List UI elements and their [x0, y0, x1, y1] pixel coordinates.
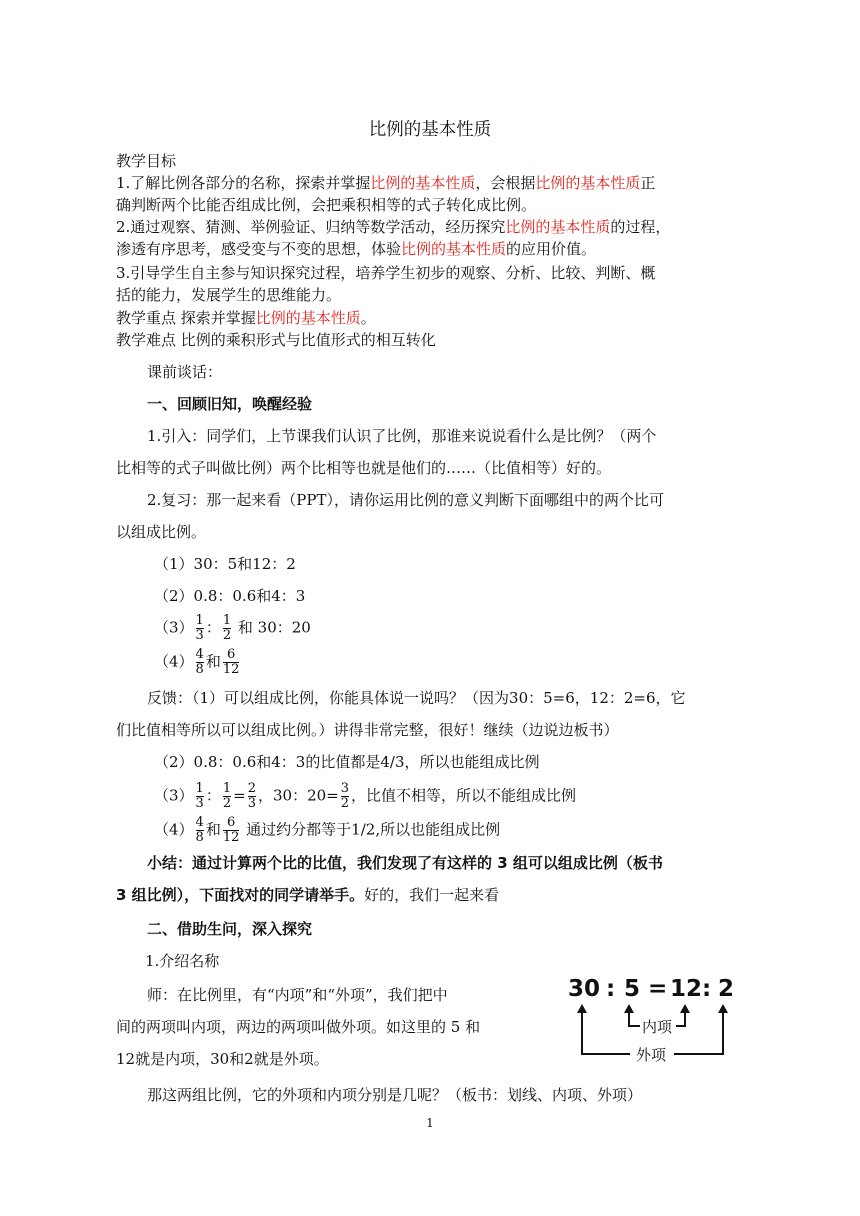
paragraph-teacher-1: 师：在比例里，有“内项”和“外项”，我们把中 [147, 986, 448, 1004]
feedback-1-cont: 们比值相等所以可以组成比例。）讲得非常完整，很好！继续（边说边板书） [116, 721, 619, 739]
term-2: 2 [718, 976, 735, 1002]
fraction: $\frac{3}{2}$ [340, 781, 350, 811]
question-1: （1）30：5和12：2 [154, 555, 296, 573]
term-12: 12 [670, 976, 703, 1002]
arrow-up-icon [624, 1004, 634, 1013]
objective-2-cont: 渗透有序思考，感受变与不变的思想，体验比例的基本性质的应用价值。 [116, 240, 597, 258]
paragraph-teacher-2: 间的两项叫内项，两边的两项叫做外项。如这里的 5 和 [116, 1018, 481, 1036]
outer-bracket-left [582, 1010, 630, 1054]
fraction: $\frac{6}{12}$ [222, 815, 240, 845]
fraction: $\frac{6}{12}$ [222, 647, 240, 677]
question-3: （3） $\frac{1}{3}$ ： $\frac{1}{2}$ 和 30：20 [154, 613, 311, 643]
fraction: $\frac{1}{3}$ [195, 781, 204, 811]
pre-class-talk: 课前谈话： [147, 363, 223, 381]
colon-2: : [702, 976, 712, 1002]
objective-2: 2.通过观察、猜测、举例验证、归纳等数学活动，经历探究比例的基本性质的过程， [116, 218, 671, 236]
section-2-heading: 二、借助生问，深入探究 [147, 920, 313, 938]
feedback-3: （3） $\frac{1}{3}$ ： $\frac{1}{2}$ = $\frac{2}{3}$ ，30：20= $\frac{3}{2}$ ，比值不相等，所以不能组成比例 [154, 781, 577, 811]
fraction: $\frac{1}{3}$ [195, 613, 204, 643]
summary-line-1: 小结：通过计算两个比的比值，我们发现了有这样的 3 组可以组成比例（板书 [147, 854, 663, 872]
objectives-heading: 教学目标 [116, 152, 177, 170]
section-1-heading: 一、回顾旧知，唤醒经验 [147, 395, 313, 413]
fraction: $\frac{1}{2}$ [222, 781, 232, 811]
arrow-up-icon [680, 1004, 690, 1013]
paragraph-review-1: 2.复习：那一起来看（PPT），请你运用比例的意义判断下面哪组中的两个比可 [147, 491, 665, 509]
objective-1-cont: 确判断两个比能否组成比例，会把乘积相等的式子转化成比例。 [116, 196, 537, 214]
proportion-terms-diagram [560, 968, 750, 1068]
paragraph-intro-2: 比相等的式子叫做比例）两个比相等也就是他们的……（比值相等）好的。 [116, 459, 612, 477]
term-30: 30 [568, 976, 601, 1002]
colon-1: : [606, 976, 616, 1002]
paragraph-review-2: 以组成比例。 [116, 523, 207, 541]
feedback-4: （4） $\frac{4}{8}$ 和 $\frac{6}{12}$ 通过约分都等于1/2,所以也能组成比例 [154, 815, 501, 845]
paragraph-question: 那这两组比例，它的外项和内项分别是几呢？（板书：划线、内项、外项） [147, 1086, 643, 1104]
paragraph-intro-1: 1.引入：同学们，上节课我们认识了比例，那谁来说说看什么是比例？（两个 [147, 427, 657, 445]
subheading-names: 1.介绍名称 [145, 952, 220, 970]
feedback-1: 反馈：（1）可以组成比例，你能具体说一说吗？（因为30：5=6，12：2=6，它 [147, 689, 686, 707]
arrow-up-icon [718, 1004, 728, 1013]
teaching-difficulty: 教学难点 比例的乘积形式与比值形式的相互转化 [116, 331, 436, 349]
fraction: $\frac{2}{3}$ [247, 781, 256, 811]
fraction: $\frac{4}{8}$ [195, 647, 204, 677]
feedback-2: （2）0.8：0.6和4：3的比值都是4/3，所以也能组成比例 [154, 753, 540, 771]
equals-sign: = [648, 976, 668, 1002]
outer-bracket-right [674, 1010, 723, 1054]
arrow-up-icon [577, 1004, 587, 1013]
question-4: （4） $\frac{4}{8}$ 和 $\frac{6}{12}$ [154, 647, 240, 677]
teaching-key-point: 教学重点 探索并掌握比例的基本性质。 [116, 309, 376, 327]
paragraph-teacher-3: 12就是内项，30和2就是外项。 [116, 1050, 329, 1068]
outer-terms-label: 外项 [636, 1046, 667, 1064]
question-2: （2）0.8：0.6和4：3 [154, 587, 306, 605]
fraction: $\frac{1}{2}$ [222, 613, 232, 643]
page-title: 比例的基本性质 [368, 120, 492, 140]
objective-1: 1.了解比例各部分的名称，探索并掌握比例的基本性质，会根据比例的基本性质正 [116, 174, 656, 192]
summary-line-2: 3 组比例），下面找对的同学请举手。好的，我们一起来看 [116, 886, 500, 904]
objective-3-cont: 括的能力，发展学生的思维能力。 [116, 286, 342, 304]
objective-3: 3.引导学生自主参与知识探究过程，培养学生初步的观察、分析、比较、判断、概 [116, 264, 656, 282]
fraction: $\frac{4}{8}$ [195, 815, 204, 845]
page-number: 1 [426, 1116, 434, 1130]
term-5: 5 [624, 976, 641, 1002]
inner-terms-label: 内项 [642, 1018, 673, 1036]
